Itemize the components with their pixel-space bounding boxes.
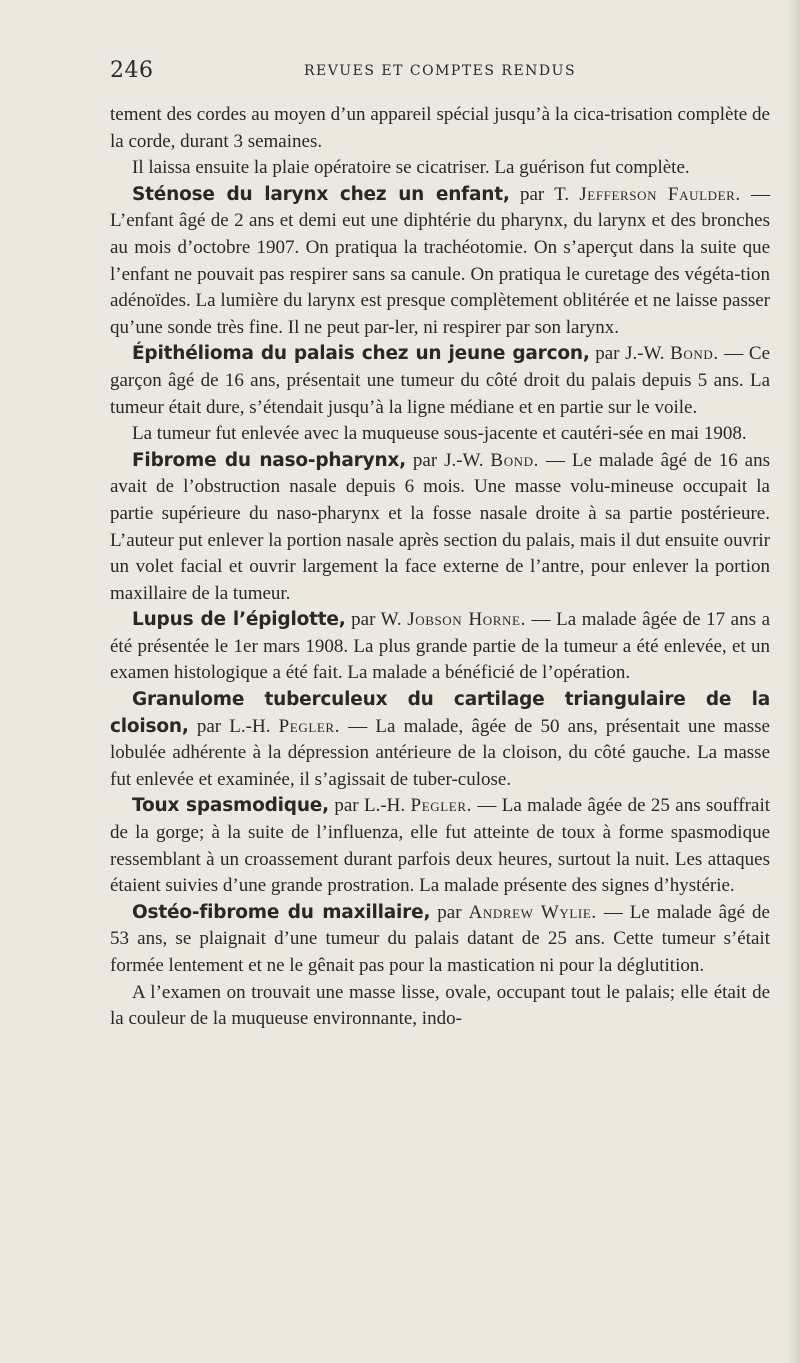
running-head: REVUES ET COMPTES RENDUS <box>303 63 577 79</box>
article-paragraph: La tumeur fut enlevée avec la muqueuse sous-jacente et cautéri-sée en mai 1908. <box>132 423 747 445</box>
article-text: — Le malade âgé de 53 ans, se plaignait d’une tumeur du palais datant de 25 ans. Cette tumeur s’était formée lentement et ne le gênait pas pour la mastication ni pour la déglutition. <box>110 901 770 976</box>
article-paragraph: A l’examen on trouvait une masse lisse, ovale, occupant tout le palais; elle était de la couleur de la muqueuse environnante, indo- <box>110 981 770 1030</box>
article-author: Andrew Wylie. <box>468 901 597 923</box>
article-byline: par W. <box>345 609 408 631</box>
article-byline: par T. <box>509 183 580 205</box>
article-text: — La malade âgée de 17 ans a été présentée le 1er mars 1908. La plus grande partie de la tumeur a été enlevée, et un examen histologique a été fait. La malade a bénéficié de l’opération. <box>110 609 771 684</box>
article-byline: par J.-W. <box>589 343 671 365</box>
article-text: — La malade âgée de 25 ans souffrait de la gorge; à la suite de l’influenza, elle fut atteinte de toux à forme spasmodique ressemblant à un croassement durant parfois deux heures, surtout la nuit. Les attaques étaient suivies d’une grande prostration. La malade présente des signes d’hystérie. <box>110 795 771 897</box>
article-granulome <box>110 687 770 793</box>
article-author: Bond. <box>490 449 540 471</box>
article-author: Jefferson Faulder. <box>579 183 741 205</box>
article-text: — Ce garçon âgé de 16 ans, présentait une tumeur du côté droit du palais depuis 5 ans. La tumeur était dure, s’étendait jusqu’à la ligne médiane et en partie sur le voile. <box>110 343 770 418</box>
article-author: Pegler. <box>410 795 472 817</box>
article-byline: par L.-H. <box>188 715 279 737</box>
article-title: Lupus de l’épiglotte, <box>132 609 346 631</box>
article-title: Ostéo-fibrome du maxillaire, <box>132 901 431 923</box>
body-text <box>110 102 770 1033</box>
article-text: — Le malade âgé de 16 ans avait de l’obstruction nasale depuis 6 mois. Une masse volu-mineuse occupait la partie supérieure du naso-pharynx et la fosse nasale droite à sa partie postérieure. L’auteur put enlever la portion nasale après section du palais, mais il dut ensuite ouvrir un volet facial et ouvrir largement la face externe de l’antre, pour enlever la portion maxillaire de la tumeur. <box>110 449 770 604</box>
article-text: — La malade, âgée de 50 ans, présentait une masse lobulée adhérente à la dépression antérieure de la cloison, du côté gauche. La masse fut enlevée et examinée, il s’agissait de tuber-culose. <box>110 715 770 790</box>
article-epithelioma <box>110 341 770 421</box>
continuation-paragraph: tement des cordes au moyen d’un appareil spécial jusqu’à la cica-trisation complète de la corde, durant 3 semaines. <box>110 104 770 152</box>
article-author: Jobson Horne. <box>407 609 526 631</box>
article-author: Bond. <box>670 343 719 365</box>
article-fibrome <box>110 448 770 608</box>
article-author: Pegler. <box>278 715 341 737</box>
article-byline: par J.-W. <box>405 449 491 471</box>
page-header <box>110 58 770 88</box>
continuation-paragraph: Il laissa ensuite la plaie opératoire se cicatriser. La guérison fut complète. <box>132 157 690 179</box>
page-edge-shadow <box>786 0 800 1363</box>
article-byline: par <box>430 901 469 923</box>
page-number: 246 <box>110 58 154 83</box>
article-osteo-fibrome <box>110 900 770 980</box>
article-lupus <box>110 607 770 687</box>
article-stenose <box>110 182 770 342</box>
article-byline: par L.-H. <box>328 795 411 817</box>
article-title: Granulome tuberculeux du cartilage triangulaire de la cloison, <box>110 689 770 737</box>
article-title: Fibrome du naso-pharynx, <box>132 449 406 471</box>
article-toux <box>110 793 770 899</box>
article-text: — L’enfant âgé de 2 ans et demi eut une diphtérie du pharynx, du larynx et des bronches au mois d’octobre 1907. On pratiqua la trachéotomie. On s’aperçut dans la suite que l’enfant ne pouvait pas respirer sans sa canule. On pratiqua le curetage des végéta-tion adénoïdes. La lumière du larynx est presque complètement oblitérée et ne laisse passer qu’une sonde très fine. Il ne peut par-ler, ni respirer par son larynx. <box>110 183 771 338</box>
article-title: Épithélioma du palais chez un jeune garcon, <box>132 343 590 365</box>
article-title: Sténose du larynx chez un enfant, <box>132 183 510 205</box>
article-title: Toux spasmodique, <box>132 795 329 817</box>
